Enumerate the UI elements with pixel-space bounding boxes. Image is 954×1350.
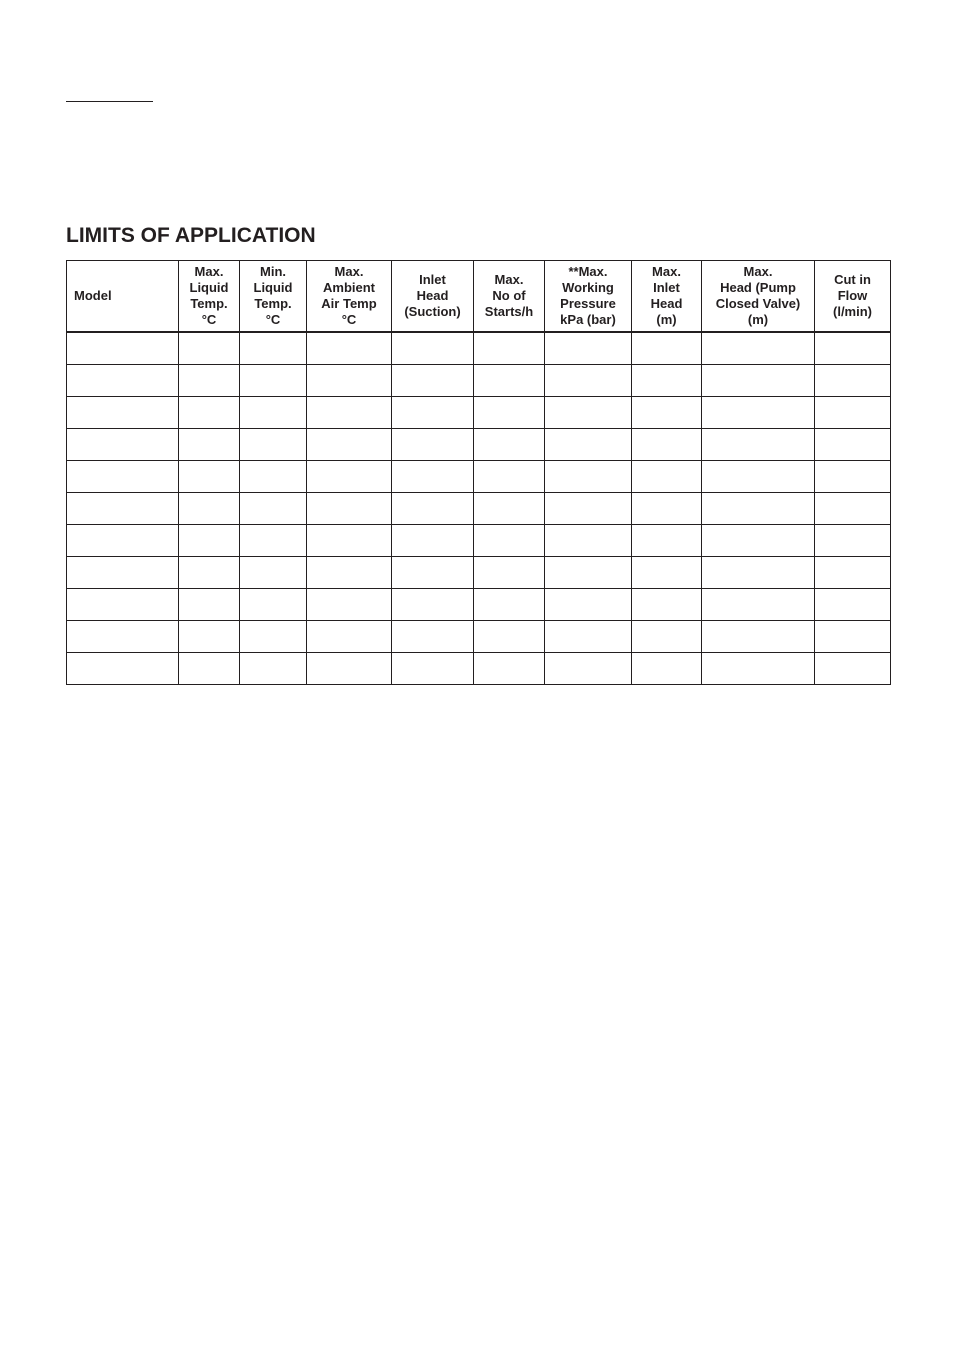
section-title: LIMITS OF APPLICATION <box>66 224 316 247</box>
table-cell <box>632 429 702 461</box>
table-cell <box>474 589 545 621</box>
table-cell <box>702 525 815 557</box>
model-cell <box>67 653 179 685</box>
table-cell <box>702 621 815 653</box>
table-cell <box>702 429 815 461</box>
table-cell <box>392 493 474 525</box>
table-cell <box>392 525 474 557</box>
table-row <box>67 397 891 429</box>
column-header-model: Model <box>67 261 179 333</box>
table-cell <box>240 525 307 557</box>
table-cell <box>392 557 474 589</box>
table-cell <box>474 621 545 653</box>
table-cell <box>632 493 702 525</box>
table-cell <box>545 589 632 621</box>
table-cell <box>815 493 891 525</box>
table-cell <box>307 653 392 685</box>
table-row <box>67 493 891 525</box>
table-cell <box>545 397 632 429</box>
table-cell <box>240 589 307 621</box>
model-cell <box>67 332 179 365</box>
table-cell <box>545 461 632 493</box>
table-cell <box>179 525 240 557</box>
table-row <box>67 461 891 493</box>
table-cell <box>392 397 474 429</box>
table-cell <box>240 429 307 461</box>
table-cell <box>545 525 632 557</box>
table-cell <box>545 365 632 397</box>
table-cell <box>632 589 702 621</box>
table-cell <box>179 365 240 397</box>
table-cell <box>392 332 474 365</box>
table-cell <box>392 461 474 493</box>
column-header-max-head-closed-valve: Max. Head (Pump Closed Valve) (m) <box>702 261 815 333</box>
top-rule <box>66 101 153 102</box>
table-cell <box>632 557 702 589</box>
table-cell <box>474 332 545 365</box>
model-cell <box>67 589 179 621</box>
table-row <box>67 525 891 557</box>
table-cell <box>392 589 474 621</box>
table-cell <box>179 332 240 365</box>
table-cell <box>307 589 392 621</box>
table-cell <box>632 332 702 365</box>
table-cell <box>815 557 891 589</box>
table-cell <box>815 332 891 365</box>
table-cell <box>179 493 240 525</box>
table-cell <box>179 589 240 621</box>
table-cell <box>474 493 545 525</box>
table-cell <box>474 397 545 429</box>
table-cell <box>815 397 891 429</box>
table-cell <box>179 653 240 685</box>
model-cell <box>67 493 179 525</box>
table-cell <box>392 429 474 461</box>
table-cell <box>474 653 545 685</box>
column-header-max-ambient-air-temp: Max. Ambient Air Temp °C <box>307 261 392 333</box>
table-cell <box>392 621 474 653</box>
column-header-max-liquid-temp: Max. Liquid Temp. °C <box>179 261 240 333</box>
table-cell <box>240 493 307 525</box>
table-cell <box>240 332 307 365</box>
table-cell <box>702 557 815 589</box>
table-cell <box>392 653 474 685</box>
table-cell <box>815 653 891 685</box>
table-cell <box>815 621 891 653</box>
column-header-max-working-pressure: **Max. Working Pressure kPa (bar) <box>545 261 632 333</box>
table-cell <box>545 621 632 653</box>
column-header-max-starts-per-hour: Max. No of Starts/h <box>474 261 545 333</box>
table-cell <box>702 653 815 685</box>
table-cell <box>545 493 632 525</box>
table-cell <box>702 461 815 493</box>
table-cell <box>307 493 392 525</box>
table-cell <box>632 365 702 397</box>
table-row <box>67 365 891 397</box>
table-cell <box>474 365 545 397</box>
table-cell <box>632 525 702 557</box>
column-header-inlet-head-suction: Inlet Head (Suction) <box>392 261 474 333</box>
table-cell <box>545 557 632 589</box>
column-header-cut-in-flow: Cut in Flow (l/min) <box>815 261 891 333</box>
table-cell <box>179 429 240 461</box>
table-cell <box>307 397 392 429</box>
limits-of-application-table <box>66 260 891 685</box>
column-header-max-inlet-head: Max. Inlet Head (m) <box>632 261 702 333</box>
table-cell <box>474 557 545 589</box>
table-row <box>67 332 891 365</box>
table-cell <box>632 621 702 653</box>
table-cell <box>307 621 392 653</box>
header-row <box>67 261 891 333</box>
table-body <box>67 332 891 685</box>
table-cell <box>240 653 307 685</box>
table-row <box>67 589 891 621</box>
table-cell <box>702 332 815 365</box>
table-cell <box>702 589 815 621</box>
column-header-min-liquid-temp: Min. Liquid Temp. °C <box>240 261 307 333</box>
table-cell <box>240 557 307 589</box>
table-cell <box>632 653 702 685</box>
table-cell <box>815 589 891 621</box>
table-cell <box>815 429 891 461</box>
table-cell <box>307 365 392 397</box>
table-cell <box>307 332 392 365</box>
table-cell <box>179 621 240 653</box>
model-cell <box>67 461 179 493</box>
table-cell <box>702 493 815 525</box>
model-cell <box>67 365 179 397</box>
table-cell <box>474 461 545 493</box>
table-cell <box>702 365 815 397</box>
table-cell <box>179 397 240 429</box>
table-row <box>67 621 891 653</box>
model-cell <box>67 621 179 653</box>
table-cell <box>545 332 632 365</box>
table-cell <box>307 429 392 461</box>
table-cell <box>179 461 240 493</box>
table-cell <box>474 429 545 461</box>
table-cell <box>240 461 307 493</box>
model-cell <box>67 525 179 557</box>
model-cell <box>67 557 179 589</box>
table-cell <box>632 397 702 429</box>
table-row <box>67 429 891 461</box>
table-row <box>67 653 891 685</box>
table-cell <box>815 525 891 557</box>
table-row <box>67 557 891 589</box>
table-cell <box>545 653 632 685</box>
table-cell <box>632 461 702 493</box>
table-cell <box>307 461 392 493</box>
table-cell <box>240 365 307 397</box>
model-cell <box>67 429 179 461</box>
table-cell <box>815 365 891 397</box>
table-cell <box>240 397 307 429</box>
table-cell <box>240 621 307 653</box>
table-cell <box>392 365 474 397</box>
table-cell <box>474 525 545 557</box>
table-cell <box>545 429 632 461</box>
table-cell <box>815 461 891 493</box>
model-cell <box>67 397 179 429</box>
table-cell <box>307 525 392 557</box>
table-cell <box>179 557 240 589</box>
table-cell <box>307 557 392 589</box>
table-cell <box>702 397 815 429</box>
